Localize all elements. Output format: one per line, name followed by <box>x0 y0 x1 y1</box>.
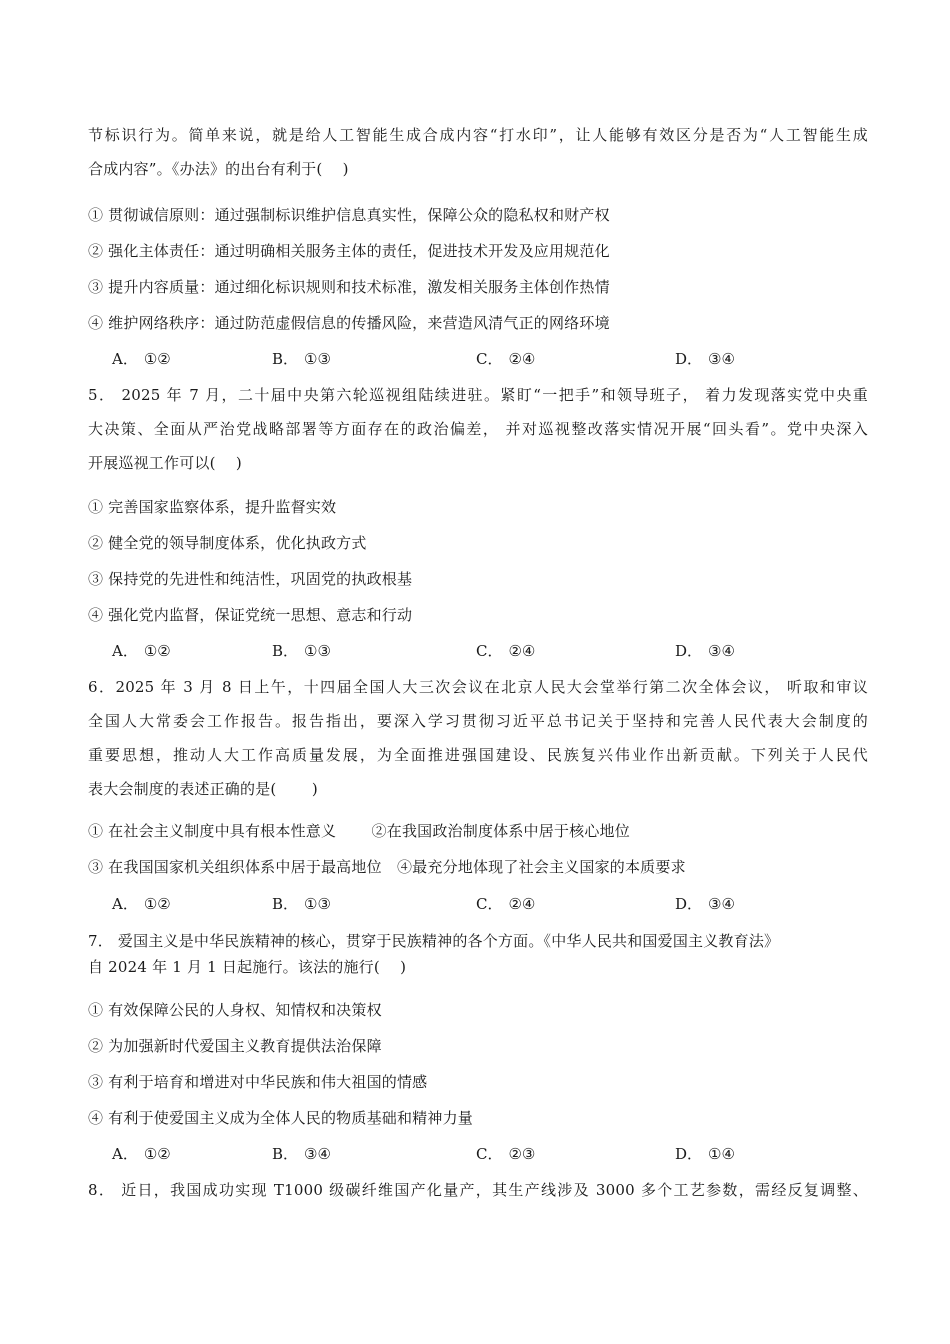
q5-statement-4: ④ 强化党内监督，保证党统一思想、意志和行动 <box>88 606 413 624</box>
q4-option-c[interactable]: C． ②④ <box>476 350 536 368</box>
q5-stem-line-3: 开展巡视工作可以( ) <box>88 454 242 472</box>
q7-option-d[interactable]: D． ①④ <box>675 1145 735 1163</box>
q5-stem-line-2: 大决策、全面从严治党战略部署等方面存在的政治偏差， 并对巡视整改落实情况开展“回头看”。党中央深入 <box>88 420 868 438</box>
q5-options <box>112 640 852 662</box>
q7-option-b[interactable]: B． ③④ <box>272 1145 331 1163</box>
q6-options <box>112 893 852 915</box>
q7-statement-2: ② 为加强新时代爱国主义教育提供法治保障 <box>88 1037 382 1055</box>
q6-option-d[interactable]: D． ③④ <box>675 895 735 913</box>
q5-option-b[interactable]: B． ①③ <box>272 642 331 660</box>
q6-stem-line-1: 6．2025 年 3 月 8 日上午，十四届全国人大三次会议在北京人民大会堂举行第二次全体会议， 听取和审议 <box>88 678 868 696</box>
q7-statement-4: ④ 有利于使爱国主义成为全体人民的物质基础和精神力量 <box>88 1109 473 1127</box>
q8-stem-line-1: 8． 近日，我国成功实现 T1000 级碳纤维国产化量产，其生产线涉及 3000 多个工艺参数，需经反复调整、 <box>88 1181 868 1199</box>
q7-option-c[interactable]: C． ②③ <box>476 1145 536 1163</box>
q5-statement-1: ① 完善国家监察体系，提升监督实效 <box>88 498 337 516</box>
q6-statement-1: ① 在社会主义制度中具有根本性意义 ②在我国政治制度体系中居于核心地位 <box>88 822 630 840</box>
q6-stem-line-3: 重要思想，推动人大工作高质量发展，为全面推进强国建设、民族复兴伟业作出新贡献。下列关于人民代 <box>88 746 868 764</box>
q7-stem-line-1: 7． 爱国主义是中华民族精神的核心，贯穿于民族精神的各个方面。《中华人民共和国爱国主义教育法》 <box>88 932 780 950</box>
q7-option-a[interactable]: A． ①② <box>112 1145 171 1163</box>
q5-option-a[interactable]: A． ①② <box>112 642 171 660</box>
q4-stem-line-2: 合成内容”。《办法》的出台有利于( ) <box>88 160 349 178</box>
q6-option-a[interactable]: A． ①② <box>112 895 171 913</box>
q5-option-c[interactable]: C． ②④ <box>476 642 536 660</box>
q6-option-b[interactable]: B． ①③ <box>272 895 331 913</box>
q4-option-d[interactable]: D． ③④ <box>675 350 735 368</box>
q5-option-d[interactable]: D． ③④ <box>675 642 735 660</box>
q5-stem-line-1: 5． 2025 年 7 月，二十届中央第六轮巡视组陆续进驻。紧盯“一把手”和领导班子， 着力发现落实党中央重 <box>88 386 868 404</box>
q6-statement-2: ③ 在我国国家机关组织体系中居于最高地位 ④最充分地体现了社会主义国家的本质要求 <box>88 858 686 876</box>
q4-option-b[interactable]: B． ①③ <box>272 350 331 368</box>
q4-statement-4: ④ 维护网络秩序：通过防范虚假信息的传播风险，来营造风清气正的网络环境 <box>88 314 610 332</box>
q4-statement-3: ③ 提升内容质量：通过细化标识规则和技术标准，激发相关服务主体创作热情 <box>88 278 610 296</box>
q6-stem-line-2: 全国人大常委会工作报告。报告指出，要深入学习贯彻习近平总书记关于坚持和完善人民代表大会制度的 <box>88 712 868 730</box>
q7-stem-line-2: 自 2024 年 1 月 1 日起施行。该法的施行( ) <box>88 958 407 976</box>
q6-stem-line-4: 表大会制度的表述正确的是( ) <box>88 780 318 798</box>
q7-statement-3: ③ 有利于培育和增进对中华民族和伟大祖国的情感 <box>88 1073 428 1091</box>
q7-options <box>112 1143 852 1165</box>
q4-statement-2: ② 强化主体责任：通过明确相关服务主体的责任，促进技术开发及应用规范化 <box>88 242 610 260</box>
q4-options <box>112 348 852 370</box>
q6-option-c[interactable]: C． ②④ <box>476 895 536 913</box>
q4-option-a[interactable]: A． ①② <box>112 350 171 368</box>
q4-statement-1: ① 贯彻诚信原则：通过强制标识维护信息真实性，保障公众的隐私权和财产权 <box>88 206 610 224</box>
q4-stem-line-1: 节标识行为。简单来说，就是给人工智能生成合成内容“打水印”，让人能够有效区分是否为“人工智能生成 <box>88 126 868 144</box>
q7-statement-1: ① 有效保障公民的人身权、知情权和决策权 <box>88 1001 382 1019</box>
q5-statement-3: ③ 保持党的先进性和纯洁性，巩固党的执政根基 <box>88 570 413 588</box>
q5-statement-2: ② 健全党的领导制度体系，优化执政方式 <box>88 534 367 552</box>
